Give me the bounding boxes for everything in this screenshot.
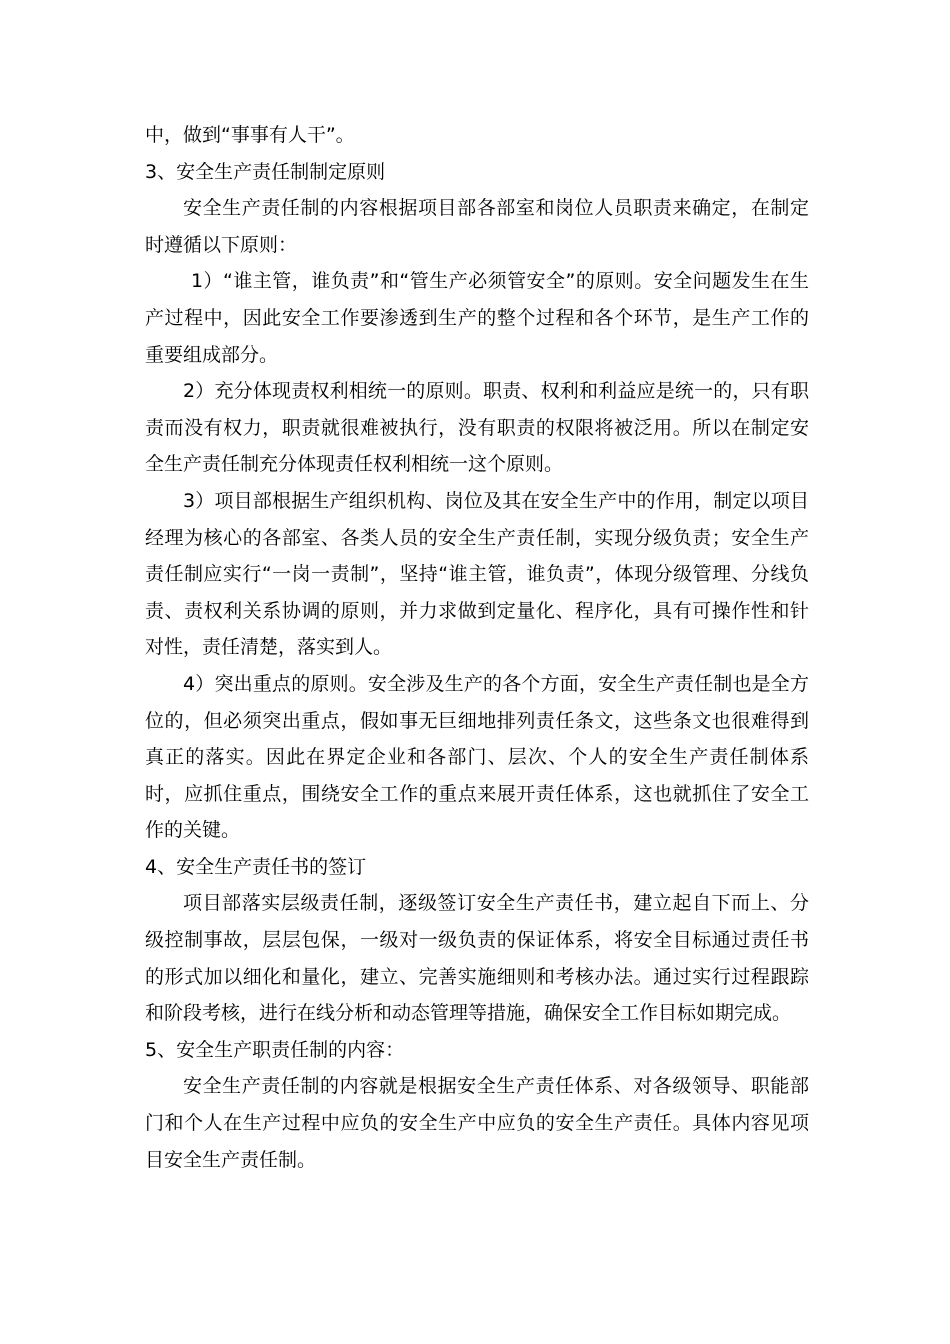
section-heading-5: 5、安全生产职责任制的内容： (145, 1038, 405, 1061)
document-body (145, 117, 809, 1178)
paragraph-principle-1: 1）“谁主管，谁负责”和“管生产必须管安全”的原则。安全问题发生在生产过程中，因此安全工作要渗透到生产的整个过程和各个环节，是生产工作的重要组成部分。 (145, 270, 809, 366)
section-heading-3: 3、安全生产责任制制定原则 (145, 160, 386, 183)
paragraph-intro: 安全生产责任制的内容根据项目部各部室和岗位人员职责来确定，在制定时遵循以下原则： (145, 197, 809, 256)
paragraph-signing: 项目部落实层级责任制，逐级签订安全生产责任书，建立起自下而上、分级控制事故，层层包保，一级对一级负责的保证体系，将安全目标通过责任书的形式加以细化和量化，建立、完善实施细则和考核办法。通过实行过程跟踪和阶段考核，进行在线分析和动态管理等措施，确保安全工作目标如期完成。 (145, 892, 809, 1025)
paragraph-continuation: 中，做到“事事有人干”。 (145, 124, 355, 146)
section-heading-4: 4、安全生产责任书的签订 (145, 855, 367, 878)
paragraph-principle-2: 2）充分体现责权利相统一的原则。职责、权利和利益应是统一的，只有职责而没有权力，职责就很难被执行，没有职责的权限将被泛用。所以在制定安全生产责任制充分体现责任权利相统一这个原则。 (145, 380, 809, 476)
paragraph-content: 安全生产责任制的内容就是根据安全生产责任体系、对各级领导、职能部门和个人在生产过程中应负的安全生产中应负的安全生产责任。具体内容见项目安全生产责任制。 (145, 1075, 809, 1171)
paragraph-principle-4: 4）突出重点的原则。安全涉及生产的各个方面，安全生产责任制也是全方位的，但必须突出重点，假如事无巨细地排列责任条文，这些条文也很难得到真正的落实。因此在界定企业和各部门、层次、个人的安全生产责任制体系时，应抓住重点，围绕安全工作的重点来展开责任体系，这也就抓住了安全工作的关键。 (145, 672, 809, 842)
paragraph-principle-3: 3）项目部根据生产组织机构、岗位及其在安全生产中的作用，制定以项目经理为核心的各部室、各类人员的安全生产责任制，实现分级负责；安全生产责任制应实行“一岗一责制”，坚持“谁主管，谁负责”，体现分级管理、分线负责、责权利关系协调的原则，并力求做到定量化、程序化，具有可操作性和针对性，责任清楚，落实到人。 (145, 489, 809, 659)
